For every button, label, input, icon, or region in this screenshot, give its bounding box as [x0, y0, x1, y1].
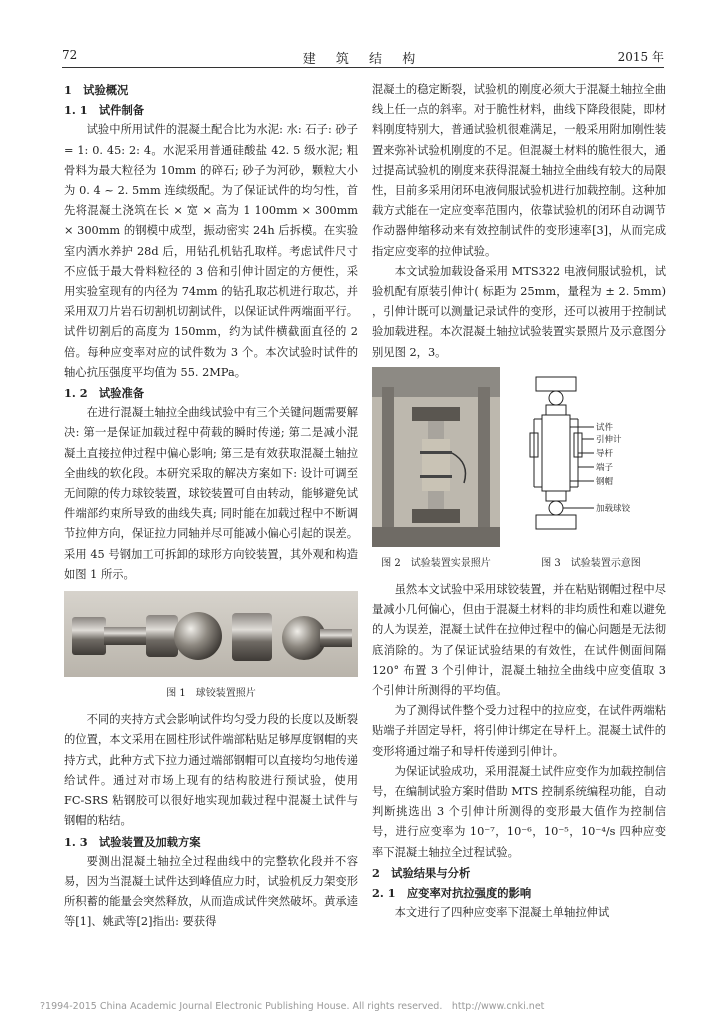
section-1-3-heading: 1. 3 试验装置及加载方案 — [64, 834, 201, 849]
schematic-label: 试件 — [596, 422, 614, 433]
schematic-label: 导杆 — [596, 448, 614, 459]
figure-1 — [64, 591, 358, 702]
running-header — [62, 48, 664, 66]
paragraph: 混凝土的稳定断裂，试验机的刚度必须大于混凝土轴拉全曲线上任一点的斜率。对于脆性材料，曲线下降段很陡，即材料刚度特别大，普通试验机很难满足，一般采用附加刚性装置来弥补试验机刚度的不足。但混凝土材料的脆性很大，通过提高试验机的刚度来获得混凝土轴拉全曲线有较大的局限性，目前多采用闭环电液伺服试验机进行加载控制。这种加载方式能在一定应变率范围内，依靠试验机的闭环自动调节作动器伸缩移动来有效控制试件的变形速率[3]，从而完成指定应变率的拉伸试验。 — [372, 83, 666, 258]
paragraph: 不同的夹持方式会影响试件均匀受力段的长度以及断裂的位置，本文采用在圆柱形试件端部粘贴足够厚度钢帽的夹持方式，此种方式下拉力通过端部钢帽可以直接均匀地传递给试件。通过对市场上现有的结构胶进行预试验，使用 FC-SRS 粘钢胶可以很好地实现加载过程中混凝土试件与钢帽的粘结。 — [64, 713, 358, 828]
section-2-1-heading: 2. 1 应变率对抗拉强度的影响 — [372, 886, 532, 901]
figure-1-caption: 图 1 球铰装置照片 — [166, 688, 256, 700]
figure-3 — [516, 367, 666, 580]
page-number: 72 — [62, 48, 78, 62]
schematic-label: 引伸计 — [596, 434, 622, 445]
header-rule — [62, 67, 664, 68]
section-1-heading: 1 试验概况 — [64, 83, 129, 97]
paragraph: 为保证试验成功，采用混凝土试件应变作为加载控制信号，在编制试验方案时借助 MTS 控制系统编程功能，自动判断挑选出 3 个引伸计所测得的变形最大值作为控制信号，进行应变率为 10⁻⁷，10⁻⁶，10⁻⁵，10⁻⁴/s 四种应变率下混凝土轴拉全过程试验。 — [372, 764, 666, 859]
paragraph: 虽然本文试验中采用球铰装置，并在粘贴钢帽过程中尽量减小几何偏心，但由于混凝土材料的非均质性和难以避免的人为误差，混凝土试件在拉伸过程中的偏心问题是无法彻底消除的。为了保证试验结果的有效性，在试件侧面间隔 120° 布置 3 个引伸计，混凝土轴拉全曲线中应变值取 3 个引伸计所测得的平均值。 — [372, 583, 666, 698]
test-setup-photo — [372, 367, 500, 547]
journal-title: 建 筑 结 构 — [302, 52, 424, 67]
paragraph: 为了测得试件整个受力过程中的拉应变，在试件两端粘贴端子并固定导杆，将引伸计绑定在导杆上。混凝土试件的变形将通过端子和导杆传递到引伸计。 — [372, 704, 666, 758]
right-column — [372, 80, 666, 924]
section-1-2-heading: 1. 2 试验准备 — [64, 386, 145, 401]
paragraph: 本文进行了四种应变率下混凝土单轴拉伸试 — [394, 906, 610, 920]
journal-year: 2015 年 — [617, 50, 664, 64]
schematic-label: 加载球铰 — [596, 503, 631, 514]
section-2-heading: 2 试验结果与分析 — [372, 865, 471, 880]
paragraph: 试验中所用试件的混凝土配合比为水泥: 水: 石子: 砂子 = 1: 0. 45: 2: 4。水泥采用普通硅酸盐 42. 5 级水泥; 粗骨料为最大粒径为 10mm 的碎石; 砂子为河砂，颗粒大小为 0. 4 ~ 2. 5mm 连续级配。为了保证试件的均匀性，首先将混凝土浇筑在长 × 宽 × 高为 1 100mm × 300mm × 300mm 的钢模中成型，振动密实 24h 后拆模。在实验室内洒水养护 28d 后，用钻孔机钻孔取样。考虑试件尺寸不应低于最大骨料粒径的 3 倍和引伸计固定的方便性，采用实验室现有的内径为 74mm 的钻孔取芯机进行取芯，并采用双刀片岩石切割机切割试件，以保证试件两端面平行。试件切割后的高度为 150mm，约为试件横截面直径的 2 倍。每种应变率对应的试件数为 3 个。本次试验时试件的轴心抗压强度平均值为 55. 2MPa。 — [64, 123, 358, 379]
schematic-label: 钢帽 — [596, 476, 614, 487]
schematic-label: 端子 — [596, 462, 614, 473]
figure-2-3-row — [372, 367, 666, 580]
figure-3-caption: 图 3 试验装置示意图 — [541, 558, 641, 570]
ball-hinge-photo — [64, 591, 358, 677]
paragraph: 在进行混凝土轴拉全曲线试验中有三个关键问题需要解决: 第一是保证加载过程中荷载的瞬时传递; 第二是减小混凝土直接拉伸过程中偏心影响; 第三是有效获取混凝土轴拉全曲线的软化段。本研究采取的解决方案如下: 设计可调至无间隙的传力球铰装置，球铰装置可自由转动，能够避免试件端部约束所导致的曲线失真; 同时能在加载过程中不断调节拉伸方向，保证拉力同轴并尽可能减小偏心引起的误差。采用 45 号钢加工可拆卸的球形方向铰装置，其外观和构造如图 1 所示。 — [64, 406, 358, 581]
figure-2-caption: 图 2 试验装置实景照片 — [381, 558, 491, 570]
section-1-1-heading: 1. 1 试件制备 — [64, 103, 145, 118]
left-column — [64, 80, 358, 933]
figure-2 — [372, 367, 500, 580]
paragraph: 要测出混凝土轴拉全过程曲线中的完整软化段并不容易，因为当混凝土试件达到峰值应力时，试验机反力架变形所积蓄的能量会突然释放，从而造成试件突然破坏。黄承逵等[1]、姚武等[2]指出: 要获得 — [64, 854, 358, 929]
paragraph: 本文试验加载设备采用 MTS322 电液伺服试验机，试验机配有原装引伸计( 标距为 25mm，量程为 ± 2. 5mm) ，引伸计既可以测量记录试件的变形，还可以被用于控制试验加载进程。本次混凝土轴拉试验装置实景照片及示意图分别见图 2，3。 — [372, 264, 666, 359]
test-setup-schematic — [516, 367, 666, 547]
copyright-footer: ?1994-2015 China Academic Journal Electronic Publishing House. All rights reserved. http://www.cnki.net — [40, 1001, 545, 1012]
